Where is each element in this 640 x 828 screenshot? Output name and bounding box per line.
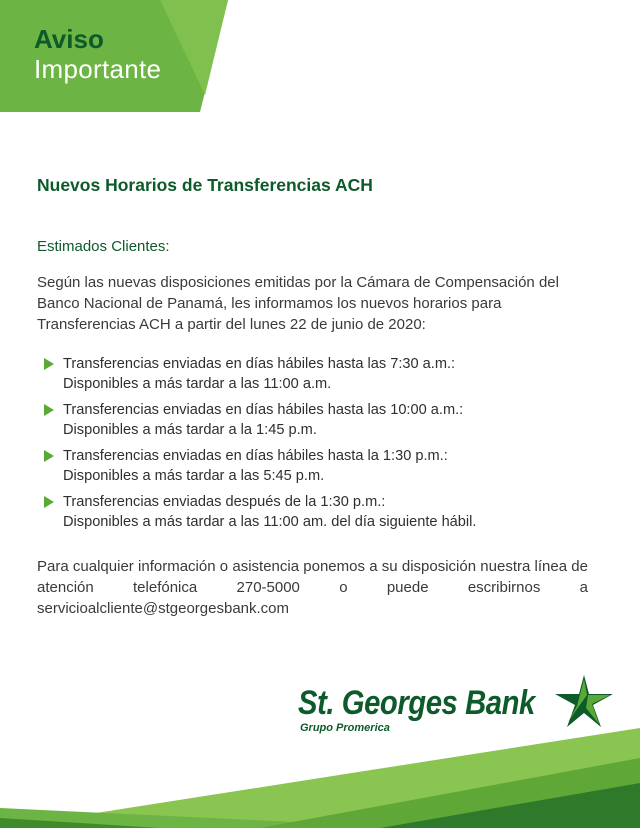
closing-paragraph: Para cualquier información o asistencia ponemos a su disposición nuestra línea de atención telefónica 270-5000 o puede escribirnos a servicioalcliente@stgeorgesbank.com (37, 558, 588, 617)
banner-title-bold: Aviso (34, 24, 104, 54)
schedule-available: Disponibles a más tardar a las 5:45 p.m. (63, 468, 325, 484)
bullet-arrow-icon (44, 404, 54, 416)
schedule-sent: Transferencias enviadas después de la 1:30 p.m.: (63, 494, 386, 510)
schedule-available: Disponibles a más tardar a las 11:00 am. del día siguiente hábil. (63, 514, 477, 530)
bullet-arrow-icon (44, 358, 54, 370)
schedule-list (44, 354, 604, 538)
banner-title (34, 24, 161, 84)
schedule-sent: Transferencias enviadas en días hábiles hasta la 1:30 p.m.: (63, 448, 448, 464)
bank-logo-subtitle: Grupo Promerica (300, 722, 390, 734)
list-item (44, 492, 604, 532)
footer-decoration (0, 728, 640, 828)
page-title: Nuevos Horarios de Transferencias ACH (37, 175, 373, 195)
bank-logo-name: St. Georges Bank (298, 684, 535, 722)
schedule-available: Disponibles a más tardar a la 1:45 p.m. (63, 422, 317, 438)
schedule-available: Disponibles a más tardar a las 11:00 a.m. (63, 376, 332, 392)
banner-title-light: Importante (34, 54, 162, 84)
bullet-arrow-icon (44, 450, 54, 462)
schedule-sent: Transferencias enviadas en días hábiles hasta las 10:00 a.m.: (63, 402, 464, 418)
schedule-sent: Transferencias enviadas en días hábiles hasta las 7:30 a.m.: (63, 356, 456, 372)
intro-paragraph: Según las nuevas disposiciones emitidas por la Cámara de Compensación del Banco Nacional de Panamá, les informamos los nuevos horarios para Transferencias ACH a partir del lunes 22 de junio de 2020: (37, 274, 559, 333)
list-item (44, 400, 604, 440)
list-item (44, 354, 604, 394)
greeting: Estimados Clientes: (37, 238, 170, 255)
bullet-arrow-icon (44, 496, 54, 508)
star-logo-icon (555, 675, 613, 727)
list-item (44, 446, 604, 486)
